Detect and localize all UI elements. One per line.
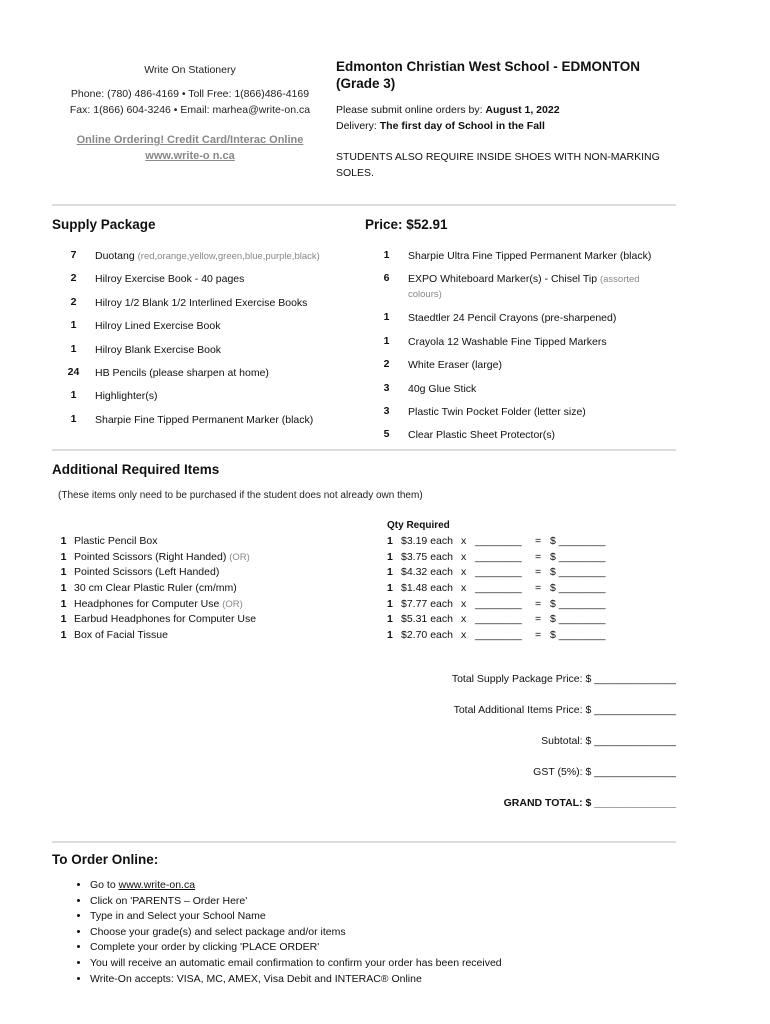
supply-item: 24 HB Pencils (please sharpen at home) (67, 365, 269, 379)
vendor-info (40, 62, 340, 164)
qty-blank-field[interactable]: ________ (475, 550, 522, 563)
additional-items-subtitle: (These items only need to be purchased if the student does not already own them) (58, 490, 423, 501)
divider (52, 841, 676, 843)
additional-item: 1 Headphones for Computer Use (OR) (60, 597, 243, 610)
online-ordering-link[interactable]: Online Ordering! Credit Card/Interac Online (76, 134, 304, 146)
additional-total-field[interactable]: Total Additional Items Price: $ ______________ (453, 704, 676, 716)
school-info (336, 58, 666, 181)
inside-shoes-note: STUDENTS ALSO REQUIRE INSIDE SHOES WITH NON-MARKING SOLES. (336, 151, 660, 179)
amount-blank-field[interactable]: $ ________ (550, 535, 606, 547)
list-item: • Write-On accepts: VISA, MC, AMEX, Visa Debit and INTERAC® Online (90, 972, 502, 988)
price-row: 1 $2.70 each x ________ = $ ________ (387, 628, 647, 644)
additional-item: 1 Plastic Pencil Box (60, 535, 158, 547)
supply-item: 1 Sharpie Ultra Fine Tipped Permanent Marker (black) (383, 249, 652, 262)
qty-blank-field[interactable]: ________ (475, 566, 522, 579)
additional-item: 1 Earbud Headphones for Computer Use (60, 613, 257, 626)
qty-required-header: Qty Required (387, 520, 450, 531)
supply-item: 3 40g Glue Stick (383, 381, 477, 395)
price-row: 1 $4.32 each x ________ = $ ________ (387, 565, 647, 581)
additional-item: 1 Pointed Scissors (Left Handed) (60, 566, 220, 579)
supply-item: 1 Hilroy Blank Exercise Book (70, 342, 222, 356)
amount-blank-field[interactable]: $ ________ (550, 613, 606, 626)
supply-item: 3 Plastic Twin Pocket Folder (letter size) (383, 404, 586, 418)
supply-item: 5 Clear Plastic Sheet Protector(s) (383, 428, 556, 442)
price-row: 1 $5.31 each x ________ = $ ________ (387, 612, 647, 628)
price-row: 1 $3.75 each x ________ = $ ________ (387, 550, 647, 566)
additional-item: 1 30 cm Clear Plastic Ruler (cm/mm) (60, 582, 237, 595)
price-row: 1 $7.77 each x ________ = $ ________ (387, 597, 647, 613)
amount-blank-field[interactable]: $ ________ (550, 582, 606, 595)
supply-item: 1 Sharpie Fine Tipped Permanent Marker (black) (70, 412, 314, 426)
submit-deadline: Please submit online orders by: August 1, 2022 (336, 104, 560, 116)
list-item: • Go to www.write-on.ca (90, 878, 502, 894)
divider (52, 204, 676, 206)
qty-blank-field[interactable]: ________ (475, 535, 522, 547)
order-online-title: To Order Online: (52, 852, 159, 867)
supply-item: 6 EXPO Whiteboard Marker(s) - Chisel Tip (assorted colours) (383, 272, 640, 301)
supply-item: 7 Duotang (red,orange,yellow,green,blue,purple,black) (70, 249, 320, 262)
list-item: • Click on 'PARENTS – Order Here' (90, 894, 502, 910)
additional-items-title: Additional Required Items (52, 462, 220, 477)
amount-blank-field[interactable]: $ ________ (550, 597, 606, 610)
supply-item: 1 Highlighter(s) (70, 389, 158, 403)
amount-blank-field[interactable]: $ ________ (550, 566, 606, 579)
list-item: • Complete your order by clicking 'PLACE ORDER' (90, 940, 502, 956)
vendor-name: Write On Stationery (144, 64, 236, 76)
price-row: 1 $3.19 each x ________ = $ ________ (387, 534, 647, 550)
qty-blank-field[interactable]: ________ (475, 597, 522, 610)
qty-blank-field[interactable]: ________ (475, 582, 522, 595)
grand-total-field[interactable]: GRAND TOTAL: $ ______________ (503, 797, 676, 809)
supply-item: 2 White Eraser (large) (383, 358, 502, 372)
price-row: 1 $1.48 each x ________ = $ ________ (387, 581, 647, 597)
additional-item: 1 Box of Facial Tissue (60, 629, 168, 642)
supply-item: 1 Hilroy Lined Exercise Book (70, 319, 221, 333)
gst-field[interactable]: GST (5%): $ ______________ (533, 766, 676, 778)
divider (52, 449, 676, 451)
amount-blank-field[interactable]: $ ________ (550, 550, 606, 563)
amount-blank-field[interactable]: $ ________ (550, 629, 606, 642)
supply-item: 1 Staedtler 24 Pencil Crayons (pre-sharpened) (383, 311, 617, 325)
list-item: • Choose your grade(s) and select package and/or items (90, 925, 502, 941)
totals-block (452, 673, 676, 828)
supply-list-left (52, 249, 352, 436)
additional-list (53, 534, 373, 644)
vendor-fax-email: Fax: 1(866) 604-3246 • Email: marhea@write-on.ca (69, 104, 311, 116)
list-item: • You will receive an automatic email confirmation to confirm your order has been received (90, 956, 502, 972)
vendor-phone: Phone: (780) 486-4169 • Toll Free: 1(866)486-4169 (70, 88, 310, 100)
supply-package-price: Price: $52.91 (365, 217, 448, 232)
order-steps-list (70, 878, 502, 987)
additional-item: 1 Pointed Scissors (Right Handed) (OR) (60, 550, 250, 563)
supply-list-right (365, 249, 665, 452)
supply-item: 2 Hilroy Exercise Book - 40 pages (70, 272, 245, 286)
additional-pricing (387, 534, 647, 644)
supply-item: 2 Hilroy 1/2 Blank 1/2 Interlined Exercise Books (70, 295, 308, 309)
delivery-info: Delivery: The first day of School in the Fall (336, 120, 545, 132)
website-link[interactable]: www.write-o n.ca (145, 150, 235, 162)
supply-package-title: Supply Package (52, 217, 156, 232)
write-on-website-link[interactable]: www.write-on.ca (118, 879, 196, 891)
supply-total-field[interactable]: Total Supply Package Price: $ ______________ (451, 673, 676, 685)
qty-blank-field[interactable]: ________ (475, 613, 522, 626)
subtotal-field[interactable]: Subtotal: $ ______________ (541, 735, 676, 747)
school-title: Edmonton Christian West School - EDMONTON (Grade 3) (336, 59, 641, 91)
list-item: • Type in and Select your School Name (90, 909, 502, 925)
supply-item: 1 Crayola 12 Washable Fine Tipped Markers (383, 334, 607, 348)
qty-blank-field[interactable]: ________ (475, 629, 522, 642)
